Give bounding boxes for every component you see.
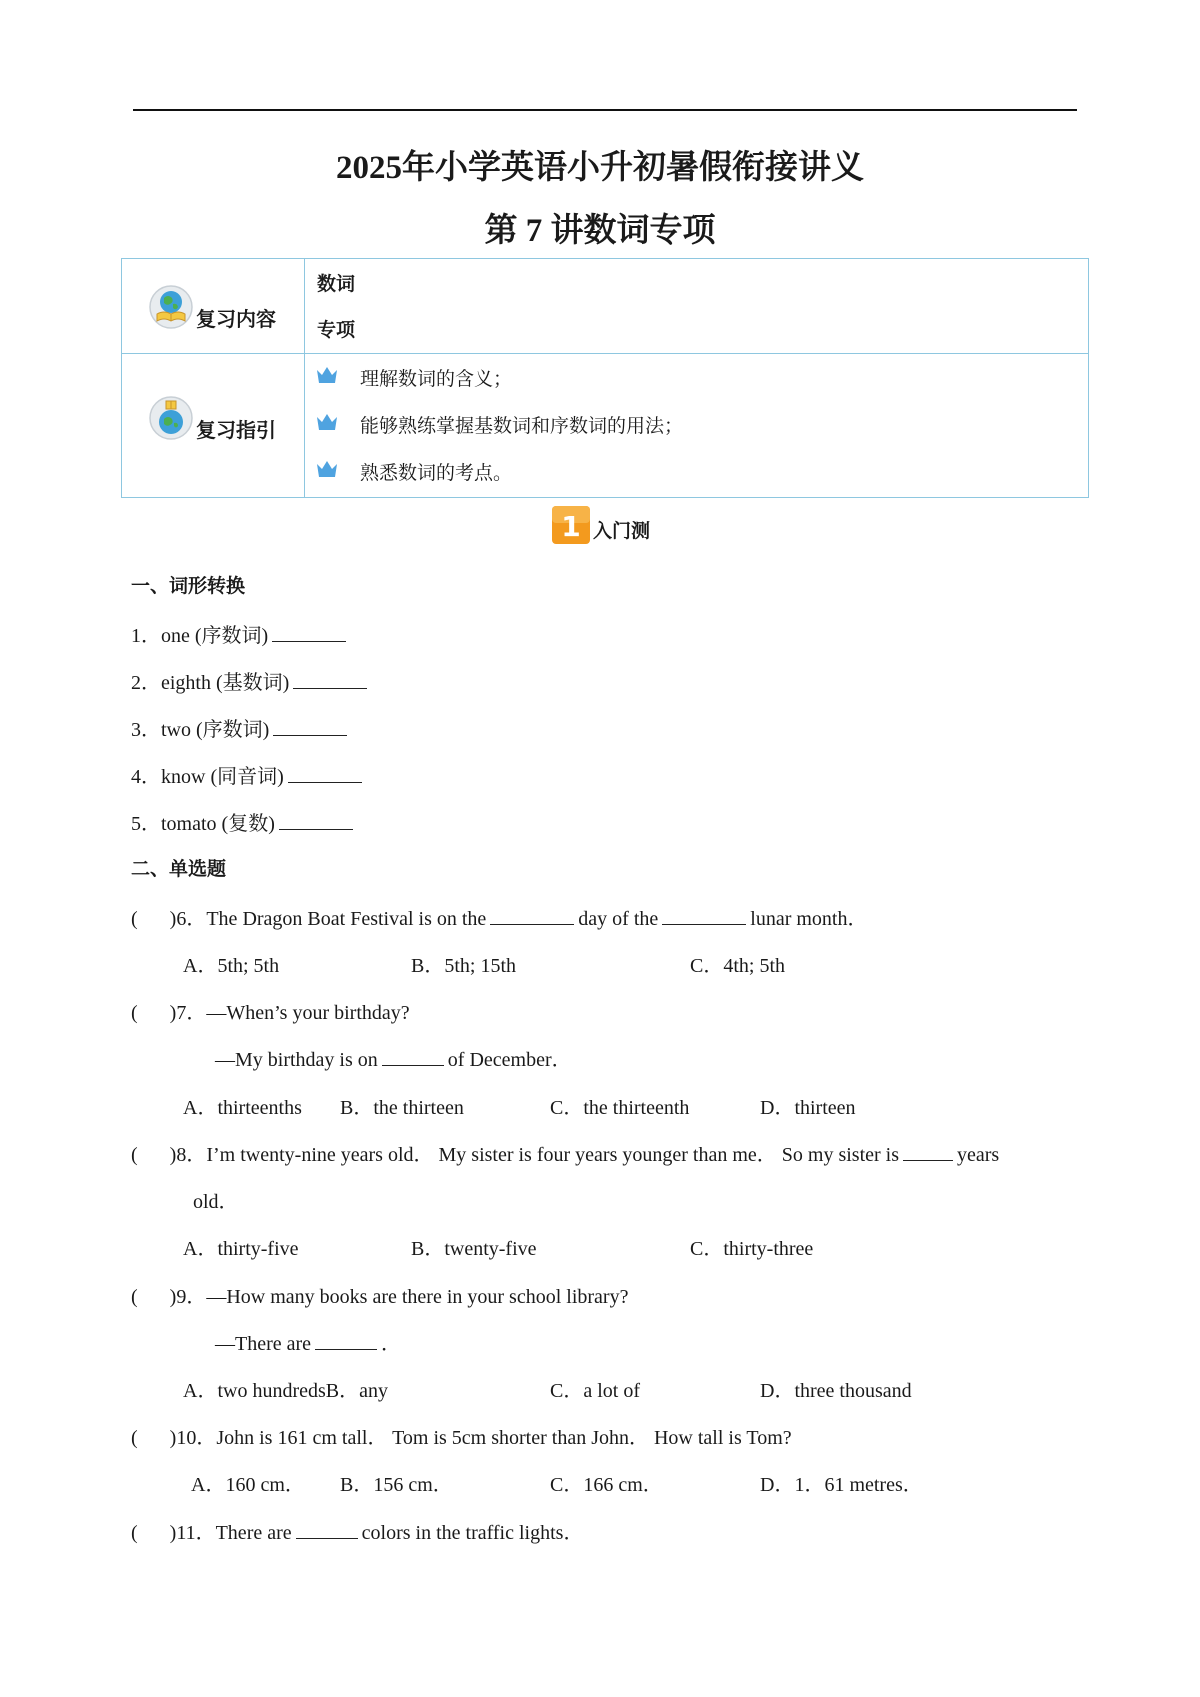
answer-blank[interactable] [288, 764, 362, 783]
question-10: ( )10．John is 161 cm tall． Tom is 5cm shorter than John． How tall is Tom? [131, 1427, 792, 1449]
part2-heading: 二、单选题 [131, 858, 227, 880]
answer-blank[interactable] [662, 906, 746, 925]
badge-number: 1 [561, 510, 581, 543]
globe-book-icon [148, 284, 194, 330]
crown-bullet-icon [316, 460, 338, 478]
q10-option-b[interactable]: B．156 cm． [340, 1474, 453, 1496]
top-rule [133, 109, 1077, 111]
q9-option-a-b[interactable]: A．two hundredsB．any [183, 1380, 388, 1402]
document-subtitle: 第 7 讲数词专项 [484, 213, 716, 249]
answer-blank[interactable] [382, 1047, 444, 1066]
q7-option-b[interactable]: B．the thirteen [340, 1097, 464, 1119]
question-8: ( )8．I’m twenty-nine years old． My sister is four years younger than me． So my sister is years [131, 1144, 1000, 1166]
q10-option-c[interactable]: C．166 cm． [550, 1474, 663, 1496]
review-content-label: 复习内容 [196, 307, 276, 331]
question-11: ( )11．There are colors in the traffic lights． [131, 1522, 584, 1544]
answer-blank[interactable] [273, 717, 347, 736]
review-guide-item-3: 熟悉数词的考点。 [360, 462, 513, 484]
question-8-continuation: old． [193, 1191, 239, 1213]
word-form-item-5: 5．tomato (复数) [131, 807, 357, 836]
q7-option-d[interactable]: D．thirteen [760, 1097, 856, 1119]
question-7-line-2: —My birthday is on of December． [215, 1049, 572, 1071]
q8-option-b[interactable]: B．twenty-five [411, 1238, 537, 1260]
review-info-table [121, 258, 1089, 498]
q10-option-a[interactable]: A．160 cm． [191, 1474, 305, 1496]
review-content-row [122, 259, 1089, 354]
review-guide-row [122, 354, 1089, 498]
review-content-line-1: 数词 [317, 273, 356, 295]
q6-option-c[interactable]: C．4th; 5th [690, 955, 786, 977]
review-content-line-2: 专项 [317, 319, 356, 341]
globe-lightbulb-icon [148, 395, 194, 441]
q7-option-a[interactable]: A．thirteenths [183, 1097, 302, 1119]
question-9: ( )9．—How many books are there in your school library? [131, 1286, 629, 1308]
answer-blank[interactable] [296, 1520, 358, 1539]
crown-bullet-icon [316, 366, 338, 384]
q7-option-c[interactable]: C．the thirteenth [550, 1097, 690, 1119]
review-guide-item-2: 能够熟练掌握基数词和序数词的用法； [360, 415, 684, 437]
crown-bullet-icon [316, 413, 338, 431]
document-title: 2025年小学英语小升初暑假衔接讲义 [336, 150, 864, 186]
answer-blank[interactable] [315, 1331, 377, 1350]
review-guide-label: 复习指引 [196, 418, 276, 442]
review-guide-label-cell [122, 354, 305, 498]
number-one-badge-icon [551, 505, 591, 545]
answer-blank[interactable] [293, 670, 367, 689]
answer-blank[interactable] [279, 811, 353, 830]
question-7: ( )7．—When’s your birthday? [131, 1002, 410, 1024]
word-form-item-1: 1．one (序数词) [131, 619, 350, 648]
q6-option-b[interactable]: B．5th; 15th [411, 955, 517, 977]
question-6: ( )6．The Dragon Boat Festival is on the day of the lunar month． [131, 908, 868, 930]
review-content-cell [305, 259, 1089, 354]
review-guide-cell [305, 354, 1089, 498]
q6-option-a[interactable]: A．5th; 5th [183, 955, 280, 977]
q8-option-a[interactable]: A．thirty-five [183, 1238, 299, 1260]
q8-option-c[interactable]: C．thirty-three [690, 1238, 814, 1260]
word-form-item-2: 2．eighth (基数词) [131, 666, 371, 695]
answer-blank[interactable] [272, 623, 346, 642]
section-badge-label: 入门测 [593, 520, 651, 542]
section-badge [551, 505, 650, 545]
q10-option-d[interactable]: D．1．61 metres． [760, 1474, 923, 1496]
q9-option-c[interactable]: C．a lot of [550, 1380, 640, 1402]
part1-heading: 一、词形转换 [131, 575, 246, 597]
answer-blank[interactable] [490, 906, 574, 925]
word-form-item-4: 4．know (同音词) [131, 760, 366, 789]
word-form-item-3: 3．two (序数词) [131, 713, 351, 742]
answer-blank[interactable] [903, 1142, 953, 1161]
review-guide-item-1: 理解数词的含义； [360, 368, 513, 390]
q9-option-d[interactable]: D．three thousand [760, 1380, 912, 1402]
review-content-label-cell [122, 259, 305, 354]
question-9-line-2: —There are ． [215, 1333, 402, 1355]
